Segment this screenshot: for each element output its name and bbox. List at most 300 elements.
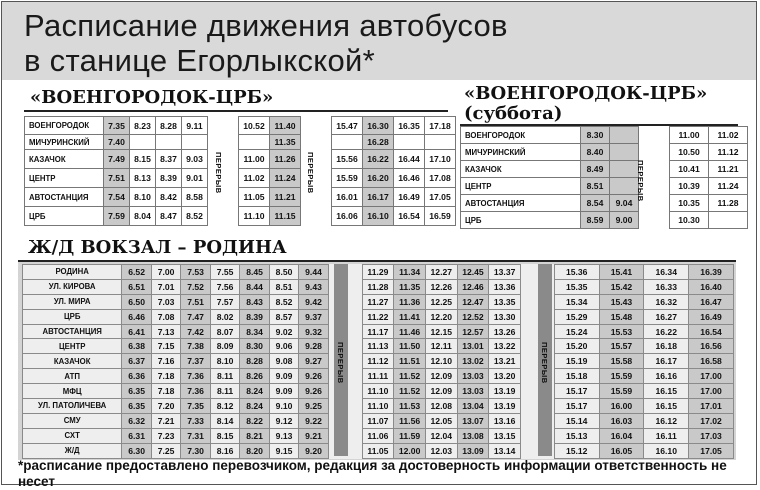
table-row — [23, 294, 734, 309]
time-cell: 6.31 — [122, 428, 151, 443]
time-cell: 8.16 — [210, 443, 239, 458]
time-cell: 9.32 — [299, 324, 328, 339]
time-cell: 15.56 — [332, 150, 363, 169]
time-cell: 12.46 — [457, 279, 489, 294]
time-cell: 8.12 — [210, 399, 239, 414]
time-cell: 9.09 — [269, 369, 298, 384]
time-cell: 16.11 — [644, 428, 689, 443]
time-cell: 6.30 — [122, 443, 151, 458]
table-row — [23, 324, 734, 339]
time-cell: 11.13 — [362, 339, 394, 354]
break-label: ПЕРЕРЫВ — [636, 160, 645, 202]
time-cell: 7.18 — [151, 384, 180, 399]
time-cell: 16.17 — [644, 354, 689, 369]
table-row — [461, 144, 748, 161]
time-cell: 7.52 — [181, 279, 210, 294]
table-row — [25, 207, 456, 226]
time-cell: 11.17 — [362, 324, 394, 339]
time-cell: 16.54 — [689, 324, 734, 339]
time-cell: 16.04 — [599, 428, 644, 443]
time-cell: 8.44 — [240, 279, 269, 294]
time-cell: 7.16 — [151, 354, 180, 369]
time-cell: 12.47 — [457, 294, 489, 309]
time-cell: 11.27 — [362, 294, 394, 309]
time-cell: 12.03 — [425, 443, 457, 458]
time-cell: 11.28 — [362, 279, 394, 294]
time-cell: 7.37 — [181, 354, 210, 369]
time-cell: 6.38 — [122, 339, 151, 354]
time-cell: 11.26 — [270, 150, 301, 169]
time-cell: 16.15 — [644, 384, 689, 399]
time-cell — [425, 135, 456, 150]
time-cell: 17.00 — [689, 384, 734, 399]
stop-name: АВТОСТАНЦИЯ — [25, 188, 104, 207]
page-title — [24, 8, 508, 78]
time-cell: 9.04 — [610, 195, 639, 212]
time-cell: 8.34 — [240, 324, 269, 339]
table-row — [23, 443, 734, 458]
time-cell: 13.30 — [489, 309, 521, 324]
stop-name: ЦЕНТР — [23, 339, 122, 354]
time-cell: 12.09 — [425, 369, 457, 384]
time-cell: 6.41 — [122, 324, 151, 339]
time-cell: 8.23 — [130, 117, 156, 135]
time-cell: 11.56 — [394, 413, 426, 428]
time-cell — [130, 135, 156, 150]
time-cell — [182, 135, 208, 150]
time-cell: 7.53 — [181, 265, 210, 280]
time-cell: 8.20 — [240, 443, 269, 458]
time-cell: 13.14 — [489, 443, 521, 458]
stop-name: ЦЕНТР — [461, 178, 581, 195]
time-cell: 13.21 — [489, 354, 521, 369]
time-cell: 8.15 — [210, 428, 239, 443]
time-cell: 15.24 — [554, 324, 599, 339]
time-cell: 8.52 — [182, 207, 208, 226]
time-cell: 13.03 — [457, 384, 489, 399]
table-row — [25, 169, 456, 188]
time-cell: 15.59 — [332, 169, 363, 188]
time-cell: 11.06 — [362, 428, 394, 443]
time-cell: 6.50 — [122, 294, 151, 309]
time-cell: 16.15 — [644, 399, 689, 414]
table-row — [461, 127, 748, 144]
time-cell: 8.39 — [240, 309, 269, 324]
time-cell: 11.40 — [270, 117, 301, 135]
time-cell: 17.05 — [425, 188, 456, 207]
table-row — [461, 212, 748, 229]
section3-title: Ж/Д ВОКЗАЛ – РОДИНА — [28, 237, 287, 258]
stop-name: РОДИНА — [23, 265, 122, 280]
time-cell: 16.10 — [644, 443, 689, 458]
time-cell: 8.40 — [581, 144, 610, 161]
time-cell: 12.08 — [425, 399, 457, 414]
time-cell: 11.00 — [670, 127, 709, 144]
time-cell: 12.25 — [425, 294, 457, 309]
time-cell: 16.28 — [363, 135, 394, 150]
time-cell: 15.59 — [599, 369, 644, 384]
time-cell: 13.15 — [489, 428, 521, 443]
time-cell: 9.15 — [269, 443, 298, 458]
time-cell: 7.42 — [181, 324, 210, 339]
time-cell: 9.42 — [299, 294, 328, 309]
time-cell: 11.53 — [394, 399, 426, 414]
time-cell: 16.47 — [689, 294, 734, 309]
time-cell: 10.30 — [670, 212, 709, 229]
time-cell: 12.52 — [457, 309, 489, 324]
stop-name: СМУ — [23, 413, 122, 428]
time-cell: 13.19 — [489, 399, 521, 414]
time-cell: 12.11 — [425, 339, 457, 354]
time-cell: 8.52 — [269, 294, 298, 309]
time-cell: 7.54 — [104, 188, 130, 207]
time-cell: 8.28 — [240, 354, 269, 369]
break-gap — [208, 207, 239, 226]
time-cell: 7.35 — [181, 399, 210, 414]
time-cell: 8.24 — [240, 399, 269, 414]
stop-name: ЦРБ — [25, 207, 104, 226]
time-cell: 11.10 — [362, 399, 394, 414]
time-cell: 12.45 — [457, 265, 489, 280]
time-cell: 16.17 — [363, 188, 394, 207]
time-cell: 13.37 — [489, 265, 521, 280]
time-cell: 8.49 — [581, 161, 610, 178]
table-row — [461, 195, 748, 212]
time-cell: 16.10 — [363, 207, 394, 226]
title-line-1: Расписание движения автобусов — [24, 8, 508, 43]
stop-name: АВТОСТАНЦИЯ — [461, 195, 581, 212]
stop-name: КАЗАЧОК — [23, 354, 122, 369]
table-row — [25, 135, 456, 150]
time-cell: 16.59 — [425, 207, 456, 226]
time-cell: 8.07 — [210, 324, 239, 339]
time-cell: 15.17 — [554, 399, 599, 414]
time-cell: 8.09 — [210, 339, 239, 354]
time-cell: 16.35 — [394, 117, 425, 135]
time-cell: 8.10 — [130, 188, 156, 207]
time-cell: 11.24 — [709, 178, 748, 195]
time-cell: 16.22 — [644, 324, 689, 339]
time-cell: 9.20 — [299, 443, 328, 458]
time-cell: 16.12 — [644, 413, 689, 428]
time-cell: 15.20 — [554, 339, 599, 354]
table-row — [461, 161, 748, 178]
time-cell — [156, 135, 182, 150]
table-row — [23, 309, 734, 324]
time-cell: 10.52 — [239, 117, 270, 135]
time-cell: 12.00 — [394, 443, 426, 458]
time-cell: 11.21 — [709, 161, 748, 178]
time-cell: 7.08 — [151, 309, 180, 324]
stop-name: Ж/Д — [23, 443, 122, 458]
stop-name: УЛ. МИРА — [23, 294, 122, 309]
time-cell: 15.29 — [554, 309, 599, 324]
time-cell: 7.57 — [210, 294, 239, 309]
table-row — [23, 384, 734, 399]
time-cell: 16.56 — [689, 339, 734, 354]
stop-name: ВОЕНГОРОДОК — [461, 127, 581, 144]
time-cell: 7.51 — [104, 169, 130, 188]
break-gap — [301, 207, 332, 226]
time-cell: 15.17 — [554, 384, 599, 399]
time-cell: 7.20 — [151, 399, 180, 414]
time-cell: 16.39 — [689, 265, 734, 280]
time-cell: 9.00 — [610, 212, 639, 229]
time-cell: 9.13 — [269, 428, 298, 443]
time-cell: 15.34 — [554, 294, 599, 309]
time-cell: 11.41 — [394, 309, 426, 324]
stop-name: КАЗАЧОК — [461, 161, 581, 178]
time-cell: 16.40 — [689, 279, 734, 294]
time-cell: 11.28 — [709, 195, 748, 212]
time-cell: 8.59 — [581, 212, 610, 229]
time-cell: 17.18 — [425, 117, 456, 135]
section2-subtitle: (суббота) — [464, 103, 563, 124]
time-cell: 8.11 — [210, 384, 239, 399]
time-cell: 7.56 — [210, 279, 239, 294]
time-cell: 11.05 — [362, 443, 394, 458]
time-cell: 11.36 — [394, 294, 426, 309]
time-cell: 6.35 — [122, 384, 151, 399]
time-cell: 6.52 — [122, 265, 151, 280]
time-cell: 17.01 — [689, 399, 734, 414]
break-gap — [639, 212, 670, 229]
time-cell: 11.02 — [239, 169, 270, 188]
time-cell: 6.51 — [122, 279, 151, 294]
time-cell: 15.18 — [554, 369, 599, 384]
time-cell: 15.48 — [599, 309, 644, 324]
table-row — [23, 339, 734, 354]
time-cell: 6.35 — [122, 399, 151, 414]
time-cell: 9.02 — [269, 324, 298, 339]
time-cell: 10.35 — [670, 195, 709, 212]
time-cell: 8.45 — [240, 265, 269, 280]
time-cell: 16.34 — [644, 265, 689, 280]
time-cell: 12.05 — [425, 413, 457, 428]
time-cell: 11.11 — [362, 369, 394, 384]
time-cell: 11.10 — [239, 207, 270, 226]
break-gap — [639, 127, 670, 144]
time-cell — [610, 127, 639, 144]
time-cell: 11.52 — [394, 384, 426, 399]
time-cell: 11.50 — [394, 339, 426, 354]
time-cell: 11.51 — [394, 354, 426, 369]
time-cell: 7.47 — [181, 309, 210, 324]
time-cell: 12.27 — [425, 265, 457, 280]
time-cell: 9.22 — [299, 413, 328, 428]
stop-name: МИЧУРИНСКИЙ — [25, 135, 104, 150]
time-cell: 9.26 — [299, 384, 328, 399]
time-cell: 11.24 — [270, 169, 301, 188]
time-cell: 8.10 — [210, 354, 239, 369]
header-banner — [2, 2, 756, 80]
break-label: ПЕРЕРЫВ — [540, 342, 549, 384]
time-cell: 15.58 — [599, 354, 644, 369]
time-cell: 13.04 — [457, 399, 489, 414]
time-cell: 9.01 — [182, 169, 208, 188]
time-cell: 7.49 — [104, 150, 130, 169]
table-row — [23, 279, 734, 294]
time-cell: 9.27 — [299, 354, 328, 369]
time-cell: 16.05 — [599, 443, 644, 458]
time-cell: 16.33 — [644, 279, 689, 294]
time-cell — [332, 135, 363, 150]
time-cell: 13.22 — [489, 339, 521, 354]
time-cell: 11.07 — [362, 413, 394, 428]
time-cell: 17.02 — [689, 413, 734, 428]
time-cell: 16.49 — [689, 309, 734, 324]
time-cell: 12.57 — [457, 324, 489, 339]
time-cell: 10.41 — [670, 161, 709, 178]
time-cell: 16.54 — [394, 207, 425, 226]
section1-rule — [24, 110, 448, 112]
time-cell: 7.35 — [104, 117, 130, 135]
time-cell: 16.46 — [394, 169, 425, 188]
time-cell: 8.02 — [210, 309, 239, 324]
time-cell: 7.13 — [151, 324, 180, 339]
time-cell: 13.19 — [489, 384, 521, 399]
time-cell: 8.57 — [269, 309, 298, 324]
time-cell: 8.22 — [240, 413, 269, 428]
time-cell: 7.40 — [104, 135, 130, 150]
time-cell: 7.30 — [181, 443, 210, 458]
time-cell: 12.10 — [425, 354, 457, 369]
time-cell: 8.51 — [581, 178, 610, 195]
time-cell: 17.08 — [425, 169, 456, 188]
time-cell: 8.58 — [182, 188, 208, 207]
time-cell: 9.26 — [299, 369, 328, 384]
time-cell: 16.01 — [332, 188, 363, 207]
time-cell: 7.25 — [151, 443, 180, 458]
time-cell: 15.47 — [332, 117, 363, 135]
time-cell: 6.46 — [122, 309, 151, 324]
time-cell: 16.44 — [394, 150, 425, 169]
time-cell: 11.02 — [709, 127, 748, 144]
time-cell: 9.12 — [269, 413, 298, 428]
time-cell: 10.39 — [670, 178, 709, 195]
time-cell: 7.23 — [151, 428, 180, 443]
time-cell: 7.15 — [151, 339, 180, 354]
table-row — [23, 428, 734, 443]
time-cell: 8.37 — [156, 150, 182, 169]
stop-name: ВОЕНГОРОДОК — [25, 117, 104, 135]
time-cell: 15.13 — [554, 428, 599, 443]
stop-name: СХТ — [23, 428, 122, 443]
time-cell: 16.58 — [689, 354, 734, 369]
stop-name: УЛ. ПАТОЛИЧЕВА — [23, 399, 122, 414]
time-cell: 11.34 — [394, 265, 426, 280]
time-cell: 13.08 — [457, 428, 489, 443]
time-cell: 8.51 — [269, 279, 298, 294]
break-label: ПЕРЕРЫВ — [306, 152, 315, 194]
time-cell: 15.12 — [554, 443, 599, 458]
time-cell: 9.43 — [299, 279, 328, 294]
time-cell: 11.52 — [394, 369, 426, 384]
time-cell: 13.20 — [489, 369, 521, 384]
time-cell: 13.36 — [489, 279, 521, 294]
table-row — [23, 399, 734, 414]
time-cell: 16.32 — [644, 294, 689, 309]
time-cell: 13.16 — [489, 413, 521, 428]
time-cell: 11.46 — [394, 324, 426, 339]
time-cell: 8.14 — [210, 413, 239, 428]
time-cell: 7.31 — [181, 428, 210, 443]
time-cell: 8.21 — [240, 428, 269, 443]
stop-name: АТП — [23, 369, 122, 384]
time-cell: 16.20 — [363, 169, 394, 188]
time-cell: 13.07 — [457, 413, 489, 428]
time-cell: 13.26 — [489, 324, 521, 339]
time-cell: 8.43 — [240, 294, 269, 309]
break-label: ПЕРЕРЫВ — [336, 342, 345, 384]
time-cell: 9.44 — [299, 265, 328, 280]
time-cell: 8.39 — [156, 169, 182, 188]
time-cell: 13.03 — [457, 369, 489, 384]
break-label: ПЕРЕРЫВ — [214, 152, 223, 194]
time-cell: 8.42 — [156, 188, 182, 207]
time-cell: 9.03 — [182, 150, 208, 169]
time-cell: 7.33 — [181, 413, 210, 428]
time-cell: 7.01 — [151, 279, 180, 294]
break-gap — [301, 117, 332, 135]
time-cell: 9.25 — [299, 399, 328, 414]
time-cell: 15.14 — [554, 413, 599, 428]
time-cell: 9.21 — [299, 428, 328, 443]
time-cell: 13.35 — [489, 294, 521, 309]
time-cell: 7.55 — [210, 265, 239, 280]
time-cell: 15.59 — [599, 384, 644, 399]
time-cell: 6.37 — [122, 354, 151, 369]
time-cell: 7.21 — [151, 413, 180, 428]
table-row — [23, 354, 734, 369]
time-cell: 12.26 — [425, 279, 457, 294]
time-cell: 12.15 — [425, 324, 457, 339]
time-cell: 15.41 — [599, 265, 644, 280]
time-cell: 15.36 — [554, 265, 599, 280]
time-cell: 17.00 — [689, 369, 734, 384]
time-cell: 16.27 — [644, 309, 689, 324]
time-cell: 11.22 — [362, 309, 394, 324]
table-row — [25, 117, 456, 135]
stop-name: МИЧУРИНСКИЙ — [461, 144, 581, 161]
time-cell: 8.24 — [240, 384, 269, 399]
table-row — [25, 150, 456, 169]
time-cell: 11.29 — [362, 265, 394, 280]
time-cell: 7.00 — [151, 265, 180, 280]
time-cell — [394, 135, 425, 150]
time-cell: 11.59 — [394, 428, 426, 443]
time-cell: 11.00 — [239, 150, 270, 169]
break-gap — [208, 117, 239, 135]
time-cell: 8.13 — [130, 169, 156, 188]
time-cell: 6.32 — [122, 413, 151, 428]
time-cell: 9.06 — [269, 339, 298, 354]
time-cell: 9.10 — [269, 399, 298, 414]
time-cell: 16.16 — [644, 369, 689, 384]
time-cell: 8.04 — [130, 207, 156, 226]
stop-name: ЦРБ — [23, 309, 122, 324]
time-cell: 8.47 — [156, 207, 182, 226]
table-row — [23, 369, 734, 384]
time-cell: 16.22 — [363, 150, 394, 169]
time-cell: 13.02 — [457, 354, 489, 369]
time-cell: 12.04 — [425, 428, 457, 443]
time-cell: 9.08 — [269, 354, 298, 369]
table-row — [461, 178, 748, 195]
time-cell: 16.49 — [394, 188, 425, 207]
time-cell: 16.00 — [599, 399, 644, 414]
footnote: *расписание предоставлено перевозчиком, редакция за достоверность информации ответственность не несет — [18, 458, 727, 489]
